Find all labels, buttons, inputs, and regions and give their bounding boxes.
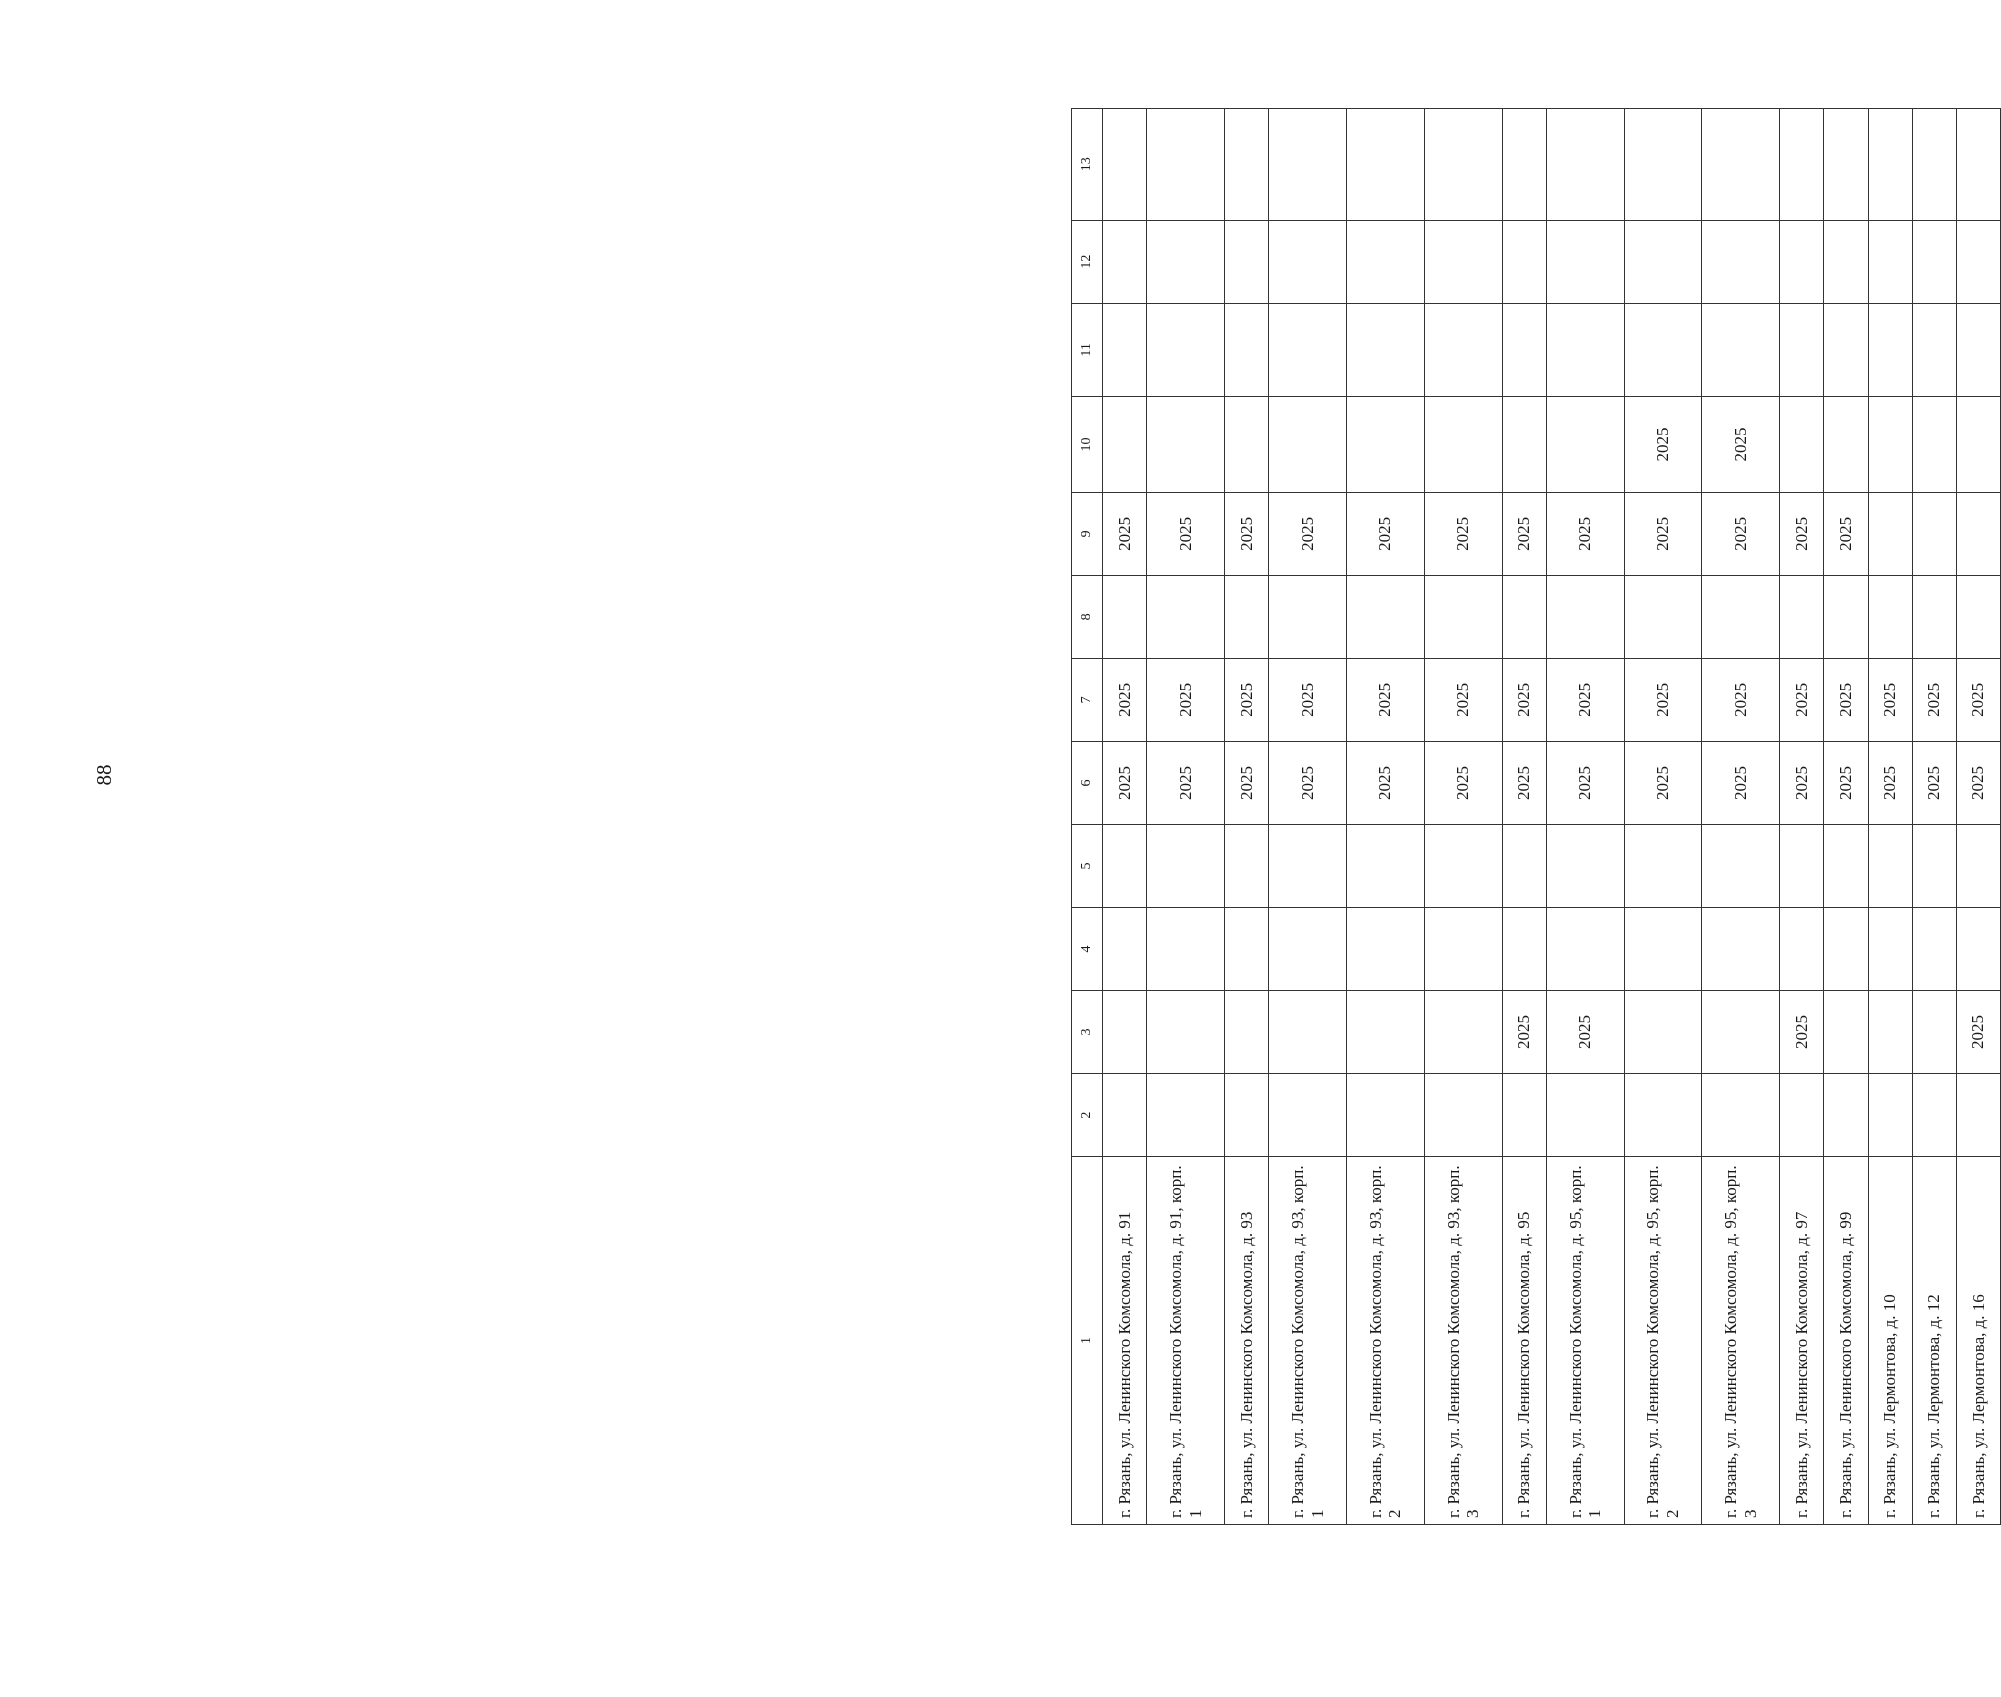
year-cell: 2025: [1956, 658, 2000, 741]
year-cell: 2025: [1269, 492, 1347, 575]
year-cell: [1546, 303, 1624, 397]
year-cell: 2025: [1780, 658, 1824, 741]
address-cell: г. Рязань, ул. Ленинского Комсомола, д. 95, корп. 1: [1546, 1157, 1624, 1525]
year-cell: [1702, 824, 1780, 907]
column-header: 12: [1072, 220, 1103, 303]
address-cell: г. Рязань, ул. Ленинского Комсомола, д. 95: [1502, 1157, 1546, 1525]
year-cell: [1912, 575, 1956, 658]
year-cell: 2025: [1269, 741, 1347, 824]
year-cell: [1103, 991, 1147, 1074]
column-header: 13: [1072, 109, 1103, 221]
year-cell: [1147, 991, 1225, 1074]
year-cell: [1103, 1074, 1147, 1157]
year-cell: [1424, 907, 1502, 990]
column-header: 7: [1072, 658, 1103, 741]
year-cell: 2025: [1424, 658, 1502, 741]
address-cell: г. Рязань, ул. Ленинского Комсомола, д. 95, корп. 3: [1702, 1157, 1780, 1525]
year-cell: 2025: [1780, 991, 1824, 1074]
year-cell: [1103, 575, 1147, 658]
year-cell: 2025: [1502, 492, 1546, 575]
year-cell: [1269, 575, 1347, 658]
year-cell: 2025: [1502, 741, 1546, 824]
year-cell: [1780, 220, 1824, 303]
year-cell: [1824, 907, 1868, 990]
year-cell: 2025: [1224, 658, 1268, 741]
year-cell: [1269, 220, 1347, 303]
year-cell: [1956, 109, 2000, 221]
page-number: 88: [91, 764, 116, 786]
address-cell: г. Рязань, ул. Ленинского Комсомола, д. 93, корп. 2: [1346, 1157, 1424, 1525]
table-row: [1956, 109, 2000, 1525]
year-cell: [1868, 220, 1912, 303]
table-row: [1824, 109, 1868, 1525]
year-cell: [1956, 397, 2000, 493]
year-cell: 2025: [1624, 658, 1702, 741]
year-cell: 2025: [1624, 741, 1702, 824]
year-cell: [1546, 220, 1624, 303]
year-cell: [1546, 109, 1624, 221]
year-cell: [1956, 575, 2000, 658]
year-cell: [1224, 575, 1268, 658]
year-cell: [1224, 220, 1268, 303]
year-cell: [1147, 109, 1225, 221]
year-cell: [1956, 1074, 2000, 1157]
table-row: [1780, 109, 1824, 1525]
year-cell: 2025: [1224, 492, 1268, 575]
year-cell: [1780, 907, 1824, 990]
year-cell: [1624, 109, 1702, 221]
year-cell: [1269, 397, 1347, 493]
year-cell: [1868, 575, 1912, 658]
year-cell: [1224, 824, 1268, 907]
address-cell: г. Рязань, ул. Ленинского Комсомола, д. 95, корп. 2: [1624, 1157, 1702, 1525]
year-cell: [1912, 991, 1956, 1074]
year-cell: 2025: [1424, 492, 1502, 575]
year-cell: [1147, 1074, 1225, 1157]
table-row: [1424, 109, 1502, 1525]
year-cell: 2025: [1546, 991, 1624, 1074]
year-cell: 2025: [1103, 658, 1147, 741]
column-header: 1: [1072, 1157, 1103, 1525]
year-cell: [1147, 397, 1225, 493]
address-cell: г. Рязань, ул. Ленинского Комсомола, д. 93, корп. 1: [1269, 1157, 1347, 1525]
table-row: [1502, 109, 1546, 1525]
year-cell: 2025: [1912, 741, 1956, 824]
year-cell: [1502, 1074, 1546, 1157]
year-cell: [1502, 109, 1546, 221]
year-cell: [1502, 397, 1546, 493]
year-cell: [1780, 1074, 1824, 1157]
year-cell: [1147, 303, 1225, 397]
year-cell: [1103, 907, 1147, 990]
year-cell: 2025: [1546, 492, 1624, 575]
year-cell: [1269, 109, 1347, 221]
year-cell: [1269, 907, 1347, 990]
year-cell: 2025: [1702, 397, 1780, 493]
year-cell: [1824, 824, 1868, 907]
year-cell: [1780, 397, 1824, 493]
year-cell: 2025: [1702, 492, 1780, 575]
year-cell: 2025: [1502, 658, 1546, 741]
year-cell: [1103, 220, 1147, 303]
year-cell: 2025: [1624, 397, 1702, 493]
year-cell: 2025: [1147, 741, 1225, 824]
year-cell: [1912, 492, 1956, 575]
year-cell: 2025: [1147, 492, 1225, 575]
year-cell: 2025: [1702, 658, 1780, 741]
year-cell: 2025: [1702, 741, 1780, 824]
year-cell: [1824, 575, 1868, 658]
address-cell: г. Рязань, ул. Ленинского Комсомола, д. 91, корп. 1: [1147, 1157, 1225, 1525]
year-cell: [1868, 492, 1912, 575]
year-cell: [1424, 220, 1502, 303]
year-cell: 2025: [1824, 658, 1868, 741]
year-cell: 2025: [1103, 492, 1147, 575]
year-cell: 2025: [1868, 741, 1912, 824]
year-cell: [1624, 991, 1702, 1074]
table-row: [1546, 109, 1624, 1525]
year-cell: [1103, 109, 1147, 221]
year-cell: [1624, 824, 1702, 907]
year-cell: [1702, 575, 1780, 658]
year-cell: 2025: [1912, 658, 1956, 741]
year-cell: [1868, 824, 1912, 907]
year-cell: [1424, 1074, 1502, 1157]
column-header: 10: [1072, 397, 1103, 493]
year-cell: [1502, 220, 1546, 303]
year-cell: [1824, 991, 1868, 1074]
table-body: [1103, 109, 2001, 1525]
table-row: [1269, 109, 1347, 1525]
year-cell: [1546, 824, 1624, 907]
address-cell: г. Рязань, ул. Ленинского Комсомола, д. 91: [1103, 1157, 1147, 1525]
year-cell: [1824, 397, 1868, 493]
year-cell: 2025: [1956, 741, 2000, 824]
table-row: [1224, 109, 1268, 1525]
column-header: 3: [1072, 991, 1103, 1074]
year-cell: [1956, 303, 2000, 397]
table-row: [1912, 109, 1956, 1525]
year-cell: 2025: [1780, 741, 1824, 824]
year-cell: [1702, 907, 1780, 990]
year-cell: [1868, 907, 1912, 990]
year-cell: 2025: [1346, 658, 1424, 741]
year-cell: [1424, 109, 1502, 221]
year-cell: [1912, 303, 1956, 397]
year-cell: [1912, 907, 1956, 990]
year-cell: [1224, 907, 1268, 990]
year-cell: [1224, 109, 1268, 221]
schedule-table: [1071, 108, 2001, 1525]
year-cell: [1502, 303, 1546, 397]
schedule-table-wrapper: [1071, 108, 2001, 1525]
year-cell: [1912, 824, 1956, 907]
year-cell: [1912, 1074, 1956, 1157]
address-cell: г. Рязань, ул. Ленинского Комсомола, д. 97: [1780, 1157, 1824, 1525]
year-cell: [1868, 1074, 1912, 1157]
year-cell: [1702, 991, 1780, 1074]
year-cell: [1346, 824, 1424, 907]
year-cell: 2025: [1824, 741, 1868, 824]
year-cell: [1502, 907, 1546, 990]
column-header: 5: [1072, 824, 1103, 907]
year-cell: [1824, 220, 1868, 303]
year-cell: [1546, 907, 1624, 990]
year-cell: [1780, 575, 1824, 658]
address-cell: г. Рязань, ул. Ленинского Комсомола, д. 99: [1824, 1157, 1868, 1525]
year-cell: [1912, 220, 1956, 303]
year-cell: [1424, 397, 1502, 493]
year-cell: [1824, 1074, 1868, 1157]
year-cell: [1780, 824, 1824, 907]
year-cell: [1346, 575, 1424, 658]
year-cell: [1103, 824, 1147, 907]
year-cell: [1346, 220, 1424, 303]
year-cell: [1956, 220, 2000, 303]
year-cell: [1780, 109, 1824, 221]
year-cell: [1624, 907, 1702, 990]
year-cell: 2025: [1147, 658, 1225, 741]
address-cell: г. Рязань, ул. Ленинского Комсомола, д. 93: [1224, 1157, 1268, 1525]
year-cell: [1702, 303, 1780, 397]
column-header: 4: [1072, 907, 1103, 990]
year-cell: 2025: [1824, 492, 1868, 575]
year-cell: [1346, 109, 1424, 221]
table-row: [1103, 109, 1147, 1525]
table-row: [1624, 109, 1702, 1525]
year-cell: [1346, 1074, 1424, 1157]
year-cell: 2025: [1780, 492, 1824, 575]
year-cell: [1956, 907, 2000, 990]
year-cell: [1269, 1074, 1347, 1157]
year-cell: 2025: [1346, 741, 1424, 824]
year-cell: 2025: [1269, 658, 1347, 741]
year-cell: [1868, 303, 1912, 397]
year-cell: [1103, 397, 1147, 493]
year-cell: [1502, 575, 1546, 658]
year-cell: [1346, 397, 1424, 493]
column-header: 8: [1072, 575, 1103, 658]
year-cell: [1269, 303, 1347, 397]
year-cell: [1346, 991, 1424, 1074]
year-cell: [1224, 991, 1268, 1074]
year-cell: 2025: [1546, 741, 1624, 824]
column-header: 9: [1072, 492, 1103, 575]
year-cell: [1147, 907, 1225, 990]
year-cell: 2025: [1546, 658, 1624, 741]
year-cell: [1224, 1074, 1268, 1157]
year-cell: [1824, 109, 1868, 221]
year-cell: [1546, 1074, 1624, 1157]
year-cell: [1424, 991, 1502, 1074]
year-cell: [1346, 303, 1424, 397]
year-cell: 2025: [1224, 741, 1268, 824]
year-cell: [1424, 824, 1502, 907]
year-cell: [1868, 397, 1912, 493]
year-cell: [1346, 907, 1424, 990]
year-cell: 2025: [1103, 741, 1147, 824]
year-cell: 2025: [1868, 658, 1912, 741]
table-row: [1147, 109, 1225, 1525]
year-cell: [1624, 1074, 1702, 1157]
address-cell: г. Рязань, ул. Лермонтова, д. 12: [1912, 1157, 1956, 1525]
year-cell: [1147, 220, 1225, 303]
year-cell: 2025: [1346, 492, 1424, 575]
year-cell: [1424, 303, 1502, 397]
year-cell: [1702, 220, 1780, 303]
address-cell: г. Рязань, ул. Лермонтова, д. 10: [1868, 1157, 1912, 1525]
year-cell: [1424, 575, 1502, 658]
header-row: [1072, 109, 1103, 1525]
year-cell: 2025: [1956, 991, 2000, 1074]
column-header: 6: [1072, 741, 1103, 824]
year-cell: [1224, 397, 1268, 493]
year-cell: [1103, 303, 1147, 397]
year-cell: [1546, 397, 1624, 493]
year-cell: [1824, 303, 1868, 397]
year-cell: [1224, 303, 1268, 397]
table-row: [1702, 109, 1780, 1525]
year-cell: [1912, 397, 1956, 493]
year-cell: [1147, 575, 1225, 658]
year-cell: [1546, 575, 1624, 658]
year-cell: [1269, 824, 1347, 907]
year-cell: [1956, 492, 2000, 575]
column-header: 11: [1072, 303, 1103, 397]
table-row: [1346, 109, 1424, 1525]
year-cell: [1624, 575, 1702, 658]
year-cell: [1868, 109, 1912, 221]
year-cell: [1780, 303, 1824, 397]
year-cell: [1624, 220, 1702, 303]
year-cell: [1956, 824, 2000, 907]
table-row: [1868, 109, 1912, 1525]
address-cell: г. Рязань, ул. Ленинского Комсомола, д. 93, корп. 3: [1424, 1157, 1502, 1525]
year-cell: [1147, 824, 1225, 907]
column-header: 2: [1072, 1074, 1103, 1157]
year-cell: [1269, 991, 1347, 1074]
year-cell: [1702, 109, 1780, 221]
year-cell: 2025: [1502, 991, 1546, 1074]
year-cell: [1624, 303, 1702, 397]
year-cell: 2025: [1624, 492, 1702, 575]
address-cell: г. Рязань, ул. Лермонтова, д. 16: [1956, 1157, 2000, 1525]
year-cell: [1502, 824, 1546, 907]
year-cell: 2025: [1424, 741, 1502, 824]
year-cell: [1912, 109, 1956, 221]
year-cell: [1702, 1074, 1780, 1157]
year-cell: [1868, 991, 1912, 1074]
